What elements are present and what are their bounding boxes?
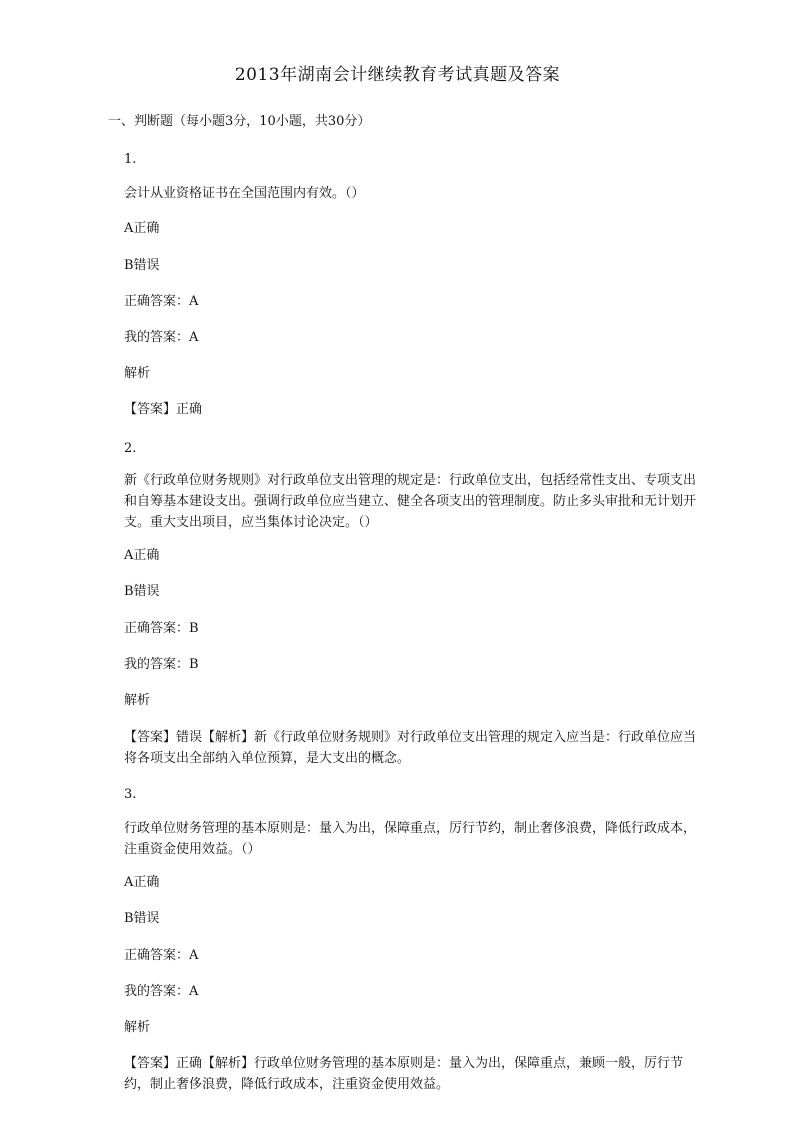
correct-answer: 正确答案：A <box>124 294 199 309</box>
correct-answer: 正确答案：B <box>124 621 199 636</box>
option-a: A正确 <box>124 875 160 890</box>
document-title: 2013年湖南会计继续教育考试真题及答案 <box>234 65 561 85</box>
question-stem: 行政单位财务管理的基本原则是：量入为出，保障重点，厉行节约，制止奢侈浪费，降低行政成本，注重资金使用效益。（） <box>124 821 697 857</box>
question-number: 3. <box>124 787 137 802</box>
correct-answer: 正确答案：A <box>124 948 199 963</box>
analysis-label: 解析 <box>124 1020 151 1035</box>
option-a: A正确 <box>124 548 160 563</box>
question-number: 2. <box>124 441 137 456</box>
question-stem: 新《行政单位财务规则》对行政单位支出管理的规定是：行政单位支出，包括经常性支出、专项支出和自筹基本建设支出。强调行政单位应当建立、健全各项支出的管理制度。防止多头审批和无计划开支。重大支出项目，应当集体讨论决定。（） <box>124 473 697 530</box>
explanation: 【答案】正确【解析】行政单位财务管理的基本原则是：量入为出，保障重点，兼顾一般，厉行节约，制止奢侈浪费，降低行政成本，注重资金使用效益。 <box>124 1056 684 1092</box>
option-b: B错误 <box>124 911 160 926</box>
option-b: B错误 <box>124 258 160 273</box>
analysis-label: 解析 <box>124 366 151 381</box>
section-heading: 一、判断题（每小题3分，10小题，共30分） <box>108 114 371 129</box>
my-answer: 我的答案：A <box>124 330 199 345</box>
explanation: 【答案】错误【解析】新《行政单位财务规则》对行政单位支出管理的规定入应当是：行政单位应当将各项支出全部纳入单位预算，是大支出的概念。 <box>124 730 697 766</box>
option-b: B错误 <box>124 584 160 599</box>
question-stem: 会计从业资格证书在全国范围内有效。（） <box>124 186 365 201</box>
analysis-label: 解析 <box>124 693 151 708</box>
question-number: 1. <box>124 152 137 167</box>
my-answer: 我的答案：A <box>124 984 199 999</box>
my-answer: 我的答案：B <box>124 657 199 672</box>
option-a: A正确 <box>124 221 160 236</box>
explanation: 【答案】正确 <box>124 402 203 417</box>
